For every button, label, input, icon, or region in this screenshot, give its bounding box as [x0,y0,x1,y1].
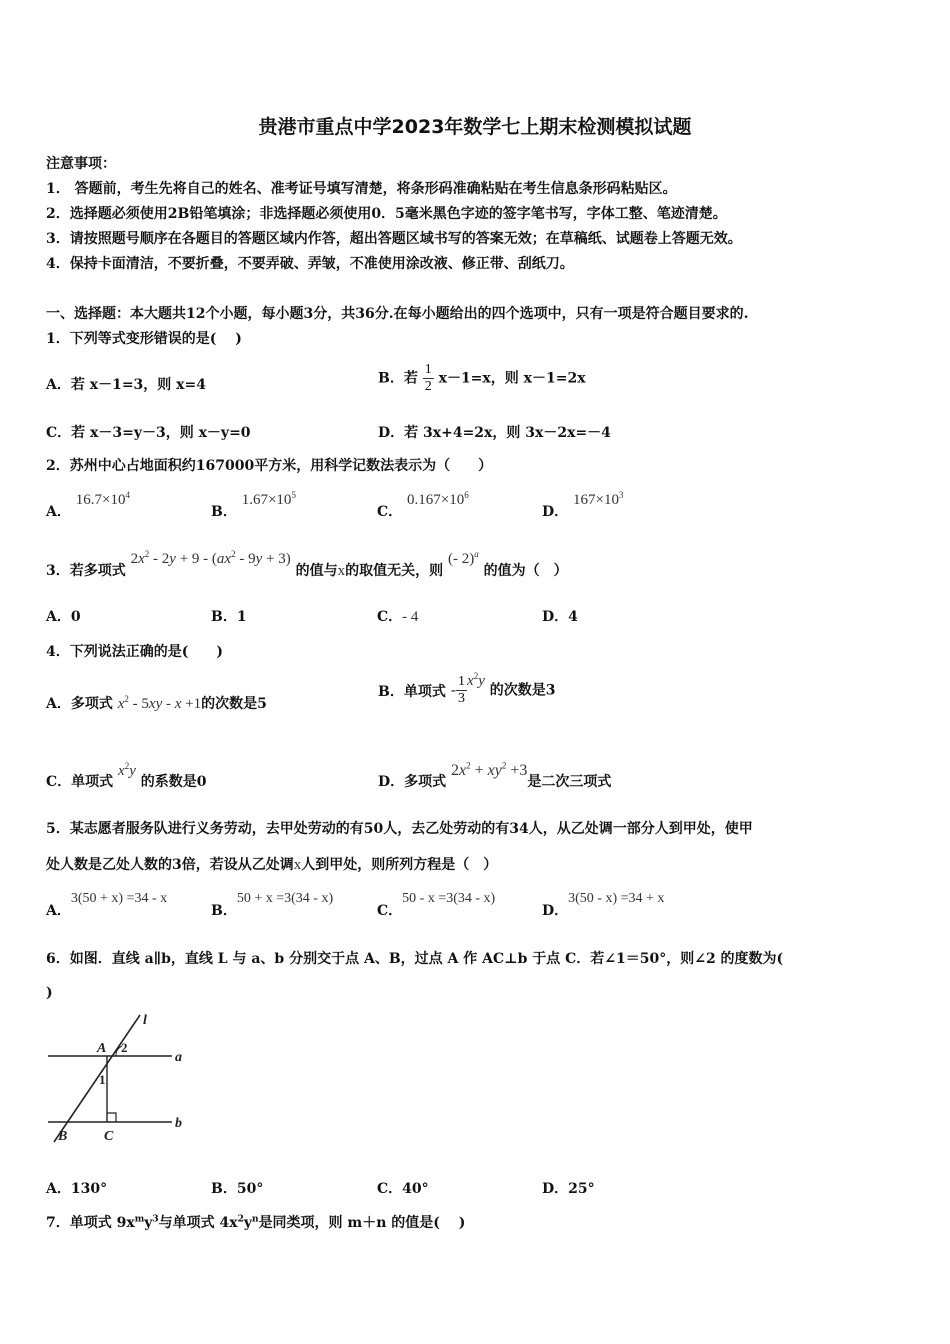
q7-stem [46,1212,465,1232]
note-item-3: 3．请按照题号顺序在各题目的答题区域内作答，超出答题区域书写的答案无效；在草稿纸、试题卷上答题无效。 [46,231,742,247]
q5-stem-line1: 5．某志愿者服务队进行义务劳动，去甲处劳动的有50人，去乙处劳动的有34人，从乙处调一部分人到甲处，使甲 [46,821,753,837]
notes-heading: 注意事项： [46,156,116,172]
q1-option-d: D．若 3x+4=2x，则 3x－2x=－4 [378,425,611,441]
q4-c-expr: $x^2y$ [118,761,136,779]
q4-b-den: 3 [458,691,466,706]
q4-b-fraction [456,674,467,707]
q5-a-label: A． [46,903,71,919]
q5-d-label: D． [542,903,569,919]
q2-a-label: A． [46,504,71,520]
q3-option-d: D．4 [542,609,578,625]
q2-c-label: C． [377,504,403,520]
q3-prefix: 3．若多项式 [46,563,126,579]
label-point-B: B [58,1129,68,1144]
q1-stem: 1．下列等式变形错误的是( ) [46,331,242,347]
q3-c-value: - 4 [402,609,419,625]
label-point-C: C [104,1129,114,1144]
q4-stem: 4．下列说法正确的是( ) [46,644,223,660]
label-a: a [175,1050,182,1065]
q1-option-b [378,362,586,395]
q1-b-fraction [423,362,434,395]
q7-mid-1: y [144,1215,153,1231]
q7-sup-1: m [134,1214,145,1225]
q5-b-expr: 50 + x =3(34 - x) [236,891,334,906]
line-l [54,1015,140,1142]
q7-sup-2: 3 [152,1214,159,1225]
q5-stem2-suffix: 人到甲处，则所列方程是（ ） [301,857,498,873]
q2-c-times: ×10 [440,492,465,508]
note-item-2: 2．选择题必须使用2B铅笔填涂；非选择题必须使用0．5毫米黑色字迹的签字笔书写，字体工整、笔迹清楚。 [46,206,727,222]
q5-d-expr: 3(50 - x) =34 + x [568,891,665,906]
q6-figure [44,1012,194,1147]
label-l: l [143,1013,147,1028]
q4-option-d [378,760,612,790]
q6-option-b: B．50° [211,1181,264,1197]
q4-d-suffix: 是二次三项式 [527,774,612,790]
q3-option-c [377,606,418,626]
label-angle-1: 1 [99,1072,106,1087]
q2-option-c [377,489,469,520]
q4-b-prefix: B．单项式 [378,683,446,700]
q2-c-mantissa: 0.167 [407,492,441,508]
q5-stem-line2 [46,854,497,874]
q2-d-times: ×10 [595,492,619,508]
q4-b-num: 1 [458,674,466,689]
right-angle-mark [107,1113,116,1122]
q2-a-exp: 4 [125,490,130,500]
q7-sup-3: 2 [237,1214,244,1225]
q1-option-c: C．若 x－3=y－3，则 x－y=0 [46,425,251,441]
q4-d-expr: $2x^2 + xy^2 +3$ [451,760,528,779]
q2-a-times: ×10 [102,492,126,508]
q2-b-label: B． [211,504,237,520]
q5-option-c [377,887,496,919]
q5-c-expr: 50 - x =3(34 - x) [402,891,496,906]
q3-option-a: A．0 [46,609,81,625]
q1-b-den: 2 [424,379,432,394]
q6-stem-line1: 6．如图．直线 a∥b，直线 L 与 a、b 分别交于点 A、B，过点 A 作 AC⊥b 于点 C．若∠1＝50°，则∠2 的度数为( [46,951,784,967]
q2-option-d [542,489,624,520]
q7-mid-3: y [243,1215,253,1231]
q7-post: 是同类项，则 m＋n 的值是( ) [258,1215,466,1231]
q2-b-mantissa: 1.67 [241,492,268,508]
q1-b-suffix: x－1=x，则 x－1=2x [438,370,586,387]
section-heading: 一、选择题：本大题共12个小题，每小题3分，共36分.在每小题给出的四个选项中，只有一项是符合题目要求的. [46,306,749,322]
note-item-4: 4．保持卡面清洁，不要折叠，不要弄破、弄皱，不准使用涂改液、修正带、刮纸刀。 [46,256,574,272]
q5-option-d [542,887,665,919]
q3-polynomial: $2x^2 - 2y + 9 - (ax^2 - 9y + 3)$ [130,549,291,567]
q4-option-c [46,760,207,790]
q3-suffix: 的值为（ ） [483,563,568,579]
q5-stem2-var: x [293,857,302,873]
q7-pre: 7．单项式 9x [46,1215,135,1231]
q2-a-mantissa: 16.7 [75,492,102,508]
q1-option-a: A．若 x－1=3，则 x=4 [46,377,206,393]
q4-a-prefix: A．多项式 [46,696,113,712]
q2-option-a [46,489,130,520]
q5-b-label: B． [211,903,237,919]
q2-d-label: D． [542,504,569,520]
q3-var: x [337,563,346,579]
q4-d-prefix: D．多项式 [378,774,447,790]
q3-mid2: 的取值无关，则 [345,563,444,579]
q2-d-exp: 3 [618,490,624,500]
q4-option-a [46,693,267,713]
q5-a-expr: 3(50 + x) =34 - x [70,891,168,906]
q4-a-expr: $x^2 - 5xy - x +1$ [117,694,202,712]
q7-sup-4: n [252,1214,259,1225]
q4-b-suffix: 的次数是3 [489,682,556,699]
q3-power: (- 2)$^a$ [447,549,479,567]
q1-b-num: 1 [424,362,432,377]
label-b: b [175,1116,182,1131]
q5-c-label: C． [377,903,403,919]
q6-option-a: A．130° [46,1181,108,1197]
q3-c-label: C． [377,609,403,625]
q4-c-prefix: C．单项式 [46,774,114,790]
q6-option-c: C．40° [377,1181,429,1197]
q2-c-exp: 6 [464,490,469,500]
note-item-1: 1． 答题前，考生先将自己的姓名、准考证号填写清楚，将条形码准确粘贴在考生信息条形码粘贴区。 [46,181,677,197]
q7-mid-2: 与单项式 4x [158,1215,238,1231]
q2-b-exp: 5 [291,490,296,500]
q3-stem [46,548,568,579]
q5-stem2-prefix: 处人数是乙处人数的3倍，若设从乙处调 [46,857,294,873]
q2-d-mantissa: 167 [573,492,596,508]
q4-b-expr: $x^2y$ [467,670,485,689]
page-title: 贵港市重点中学2023年数学七上期末检测模拟试题 [258,116,692,138]
q2-option-b [211,489,296,520]
label-point-A: A [97,1041,107,1056]
q2-stem: 2．苏州中心占地面积约167000平方米，用科学记数法表示为（ ） [46,458,493,474]
q2-b-times: ×10 [267,492,292,508]
q6-stem-line2: ) [46,985,53,1001]
q1-b-prefix: B．若 [378,370,418,387]
q4-c-suffix: 的系数是0 [140,774,207,790]
q4-a-suffix: 的次数是5 [201,696,267,712]
label-angle-2: 2 [121,1040,128,1055]
q4-option-b: B．单项式 - $\frac{1}{3}$ $x^2y$ 的次数是3 [378,670,556,706]
q5-option-a [46,887,168,919]
q3-mid: 的值与 [295,563,338,579]
q3-option-b: B．1 [211,609,247,625]
q6-option-d: D．25° [542,1181,595,1197]
q5-option-b [211,887,334,919]
